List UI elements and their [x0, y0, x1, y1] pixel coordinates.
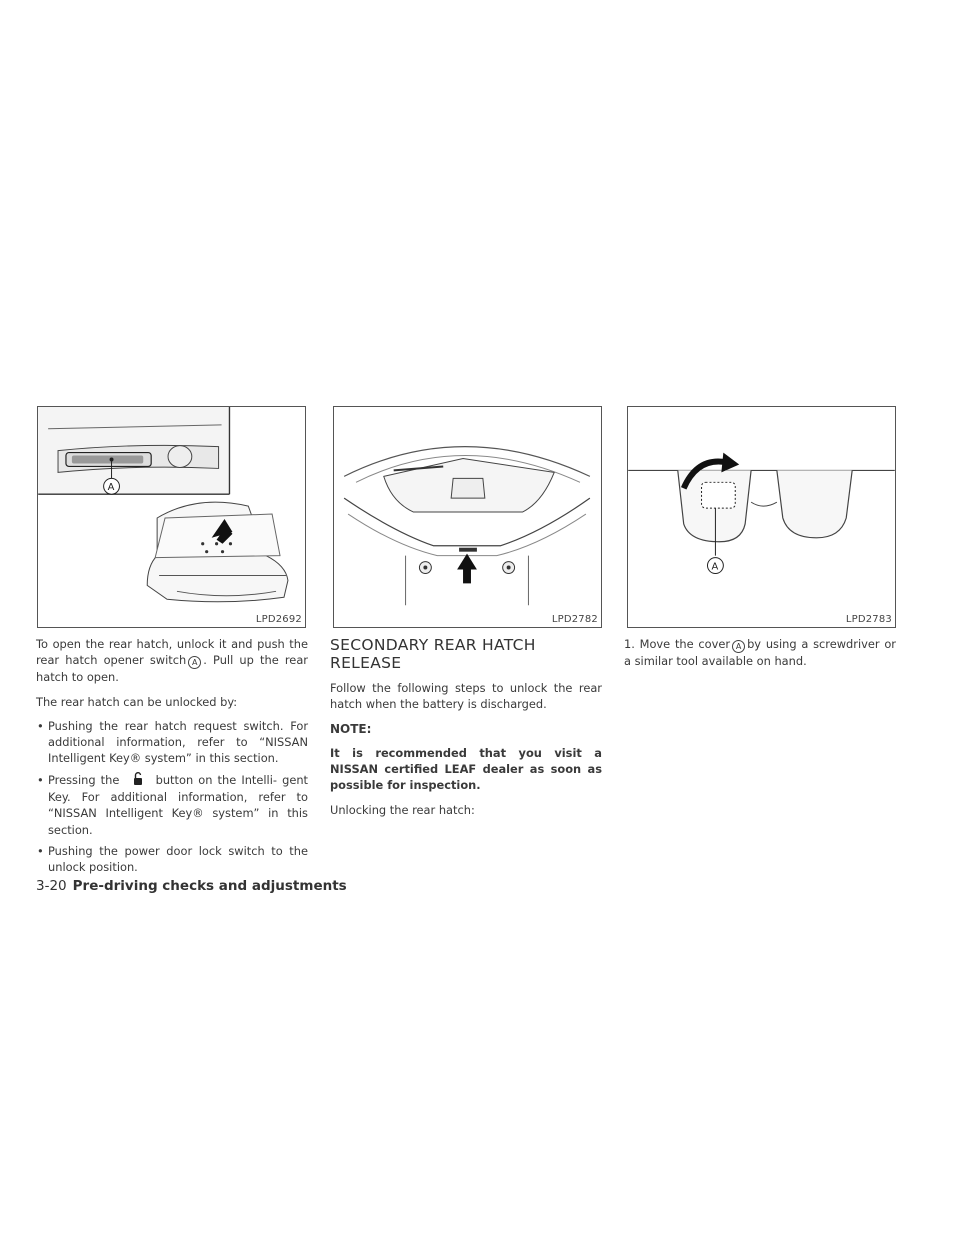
- callout-a: A: [732, 640, 745, 653]
- figure-code: LPD2783: [845, 614, 892, 625]
- text: Pressing the: [48, 772, 120, 787]
- step-1: [624, 636, 896, 669]
- bullet: •: [37, 843, 44, 858]
- bullet: •: [37, 772, 44, 787]
- paragraph-intro: Follow the following steps to unlock the rear hatch when the battery is discharged.: [330, 681, 602, 712]
- section-heading: SECONDARY REAR HATCH RELEASE: [330, 636, 536, 672]
- text: . Pull up the rear hatch to open.: [36, 653, 308, 685]
- list-item: [36, 718, 308, 767]
- text: by using a screwdriver or a similar tool available on hand.: [624, 637, 896, 668]
- figure-rear-hatch-opener: [37, 406, 306, 628]
- text: Pushing the rear hatch request switch. For additional information, refer to “NISSAN Intelligent Key® system” in this section.: [48, 718, 308, 766]
- paragraph-unlocking: Unlocking the rear hatch:: [330, 802, 475, 817]
- column-secondary-release: [330, 636, 602, 826]
- paragraph-unlock-methods: The rear hatch can be unlocked by:: [36, 694, 238, 709]
- cover-removal-illustration: [628, 407, 895, 627]
- text: Pushing the power door lock switch to the unlock position.: [48, 843, 308, 875]
- figure-code: LPD2782: [551, 614, 598, 625]
- rear-hatch-interior-illustration: [334, 407, 601, 627]
- column-rear-hatch-opening: [36, 636, 308, 881]
- paragraph-open-rear-hatch: [36, 636, 308, 686]
- figure-code: LPD2692: [255, 614, 302, 625]
- list-item: [36, 772, 308, 838]
- text: button on the Intelli- gent Key. For additional information, refer to “NISSAN Intelligent Key® system” in this section.: [48, 772, 309, 837]
- rear-hatch-opener-illustration: [38, 407, 305, 627]
- page-number: 3-20: [36, 878, 67, 894]
- unlock-button-icon: [125, 772, 151, 789]
- note-body: It is recommended that you visit a NISSAN certified LEAF dealer as soon as possible for inspection.: [330, 745, 602, 793]
- figure-secondary-release-location: [333, 406, 602, 628]
- bullet: •: [37, 718, 44, 733]
- callout-a-label: A: [107, 482, 115, 494]
- callout-a: A: [188, 656, 201, 669]
- page-footer: [36, 878, 347, 894]
- text: To open the rear hatch, unlock it and push the rear hatch opener switch: [36, 637, 308, 668]
- section-title: Pre-driving checks and adjustments: [72, 878, 347, 894]
- note-heading: NOTE:: [330, 721, 372, 736]
- callout-a-label: A: [711, 561, 719, 573]
- list-item: [36, 843, 308, 876]
- column-steps: [624, 636, 896, 677]
- text: 1. Move the cover: [624, 637, 731, 651]
- figure-cover-removal: [627, 406, 896, 628]
